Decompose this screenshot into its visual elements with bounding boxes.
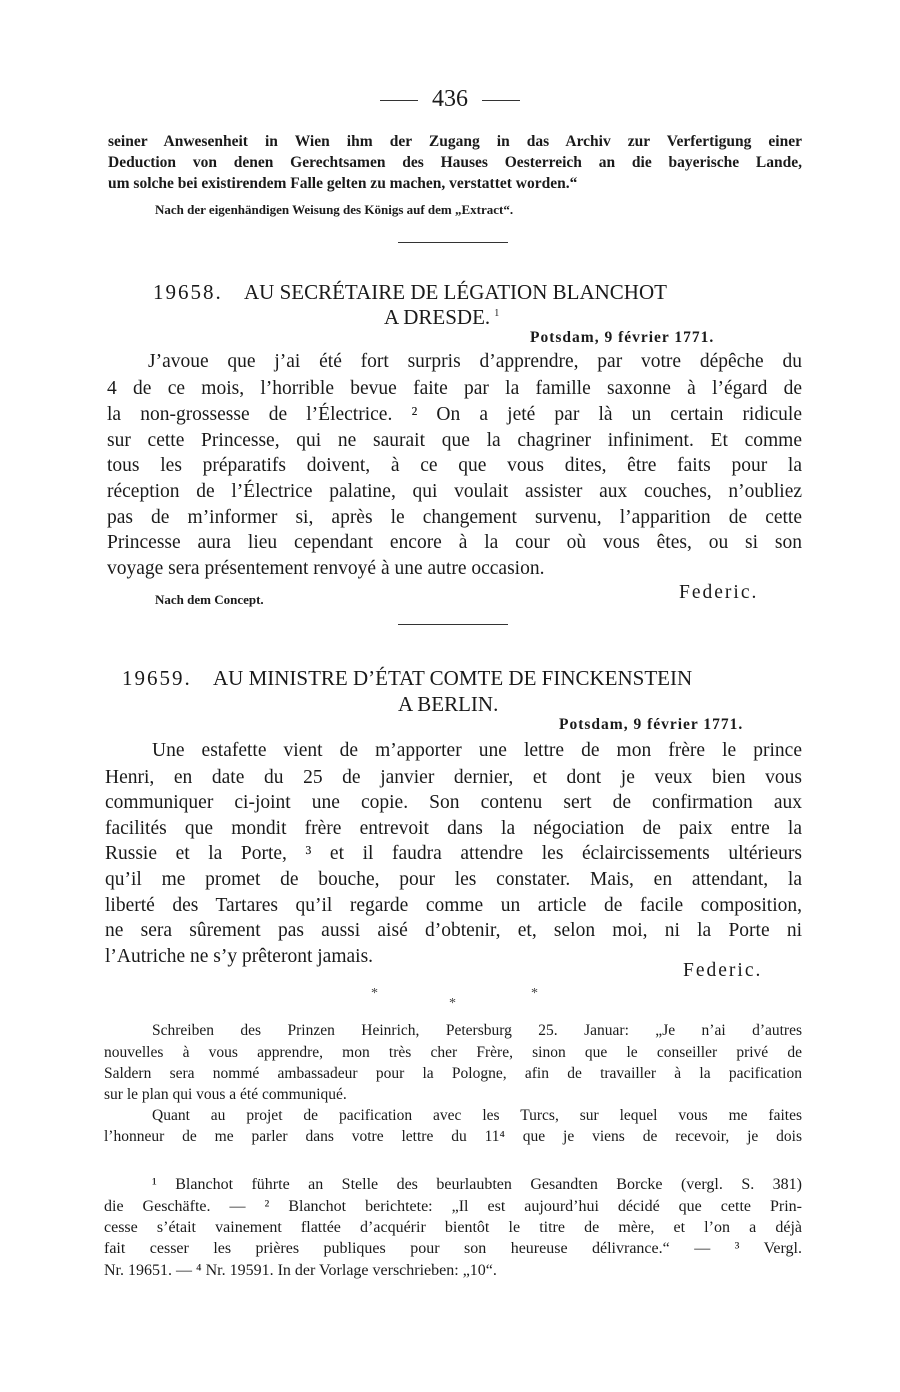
rule-left xyxy=(380,100,418,101)
letter-heading xyxy=(122,666,692,691)
letter-title: AU SECRÉTAIRE DE LÉGATION BLANCHOT xyxy=(244,280,667,304)
letter-destination: A DRESDE. xyxy=(384,305,491,329)
asterisk: * xyxy=(449,996,456,1011)
footnote-marker: 1 xyxy=(494,308,500,319)
letter-title-line2 xyxy=(384,305,499,330)
enclosure-line: Quant au projet de pacification avec les Turcs, sur lequel vous me faites xyxy=(152,1107,802,1124)
page-number-text: 436 xyxy=(432,86,468,112)
body-line: la non-grossesse de l’Électrice. ² On a jeté par là un certain ridicule xyxy=(107,404,802,425)
footnote-line: fait cesser les prières publiques pour son heureuse délivrance.“ — ³ Vergl. xyxy=(104,1240,802,1257)
body-line: Princesse aura lieu cependant encore à la cour où vous êtes, ou si son xyxy=(107,532,802,553)
body-line: pas de m’informer si, après le changement survenu, l’apparition de cette xyxy=(107,507,802,528)
footnote-line: ¹ Blanchot führte an Stelle des beurlaubten Gesandten Borcke (vergl. S. 381) xyxy=(152,1176,802,1193)
body-line: tous les préparatifs doivent, à ce que vous dites, être faits pour la xyxy=(107,455,802,476)
enclosure-line: Saldern sera nommé ambassadeur pour la Pologne, afin de travailler à la pacification xyxy=(104,1065,802,1082)
body-line: voyage sera présentement renvoyé à une autre occasion. xyxy=(107,558,545,579)
body-line: communiquer ci-joint une copie. Son contenu sert de confirmation aux xyxy=(105,792,802,813)
enclosure-line: nouvelles à vous apprendre, mon très cher Frère, sinon que le conseiller privé de xyxy=(104,1044,802,1061)
body-line: Une estafette vient de m’apporter une lettre de mon frère le prince xyxy=(152,740,802,761)
enclosure-line: sur le plan qui vous a été communiqué. xyxy=(104,1086,347,1103)
body-line: 4 de ce mois, l’horrible bevue faite par la famille saxonne à l’égard de xyxy=(107,378,802,399)
enclosure-line: Schreiben des Prinzen Heinrich, Petersburg 25. Januar: „Je n’ai d’autres xyxy=(152,1022,802,1039)
body-line: qu’il me promet de bouche, pour les constater. Mais, en attendant, la xyxy=(105,869,802,890)
page-number xyxy=(0,86,900,113)
rule-right xyxy=(482,100,520,101)
body-line: ne sera sûrement pas aussi aisé d’obtenir, et, selon moi, ni la Porte ni xyxy=(105,920,802,941)
body-line: liberté des Tartares qu’il regarde comme un article de facile composition, xyxy=(105,895,802,916)
letter-title: AU MINISTRE D’ÉTAT COMTE DE FINCKENSTEIN xyxy=(213,666,693,690)
intro-line: Deduction von denen Gerechtsamen des Hauses Oesterreich an die bayerische Lande, xyxy=(108,154,802,171)
body-line: facilités que mondit frère entrevoit dans la négociation de paix entre la xyxy=(105,818,802,839)
signature: Federic. xyxy=(683,960,763,981)
body-line: Henri, en date du 25 de janvier dernier, et dont je veux bien vous xyxy=(105,767,802,788)
letter-number: 19659. xyxy=(122,666,192,690)
intro-line: seiner Anwesenheit in Wien ihm der Zugang in das Archiv zur Verfertigung einer xyxy=(108,133,802,150)
letter-destination: A BERLIN. xyxy=(398,692,499,716)
asterisk: * xyxy=(531,986,538,1001)
signature: Federic. xyxy=(679,582,759,603)
section-divider xyxy=(398,242,508,243)
body-line: réception de l’Électrice palatine, qui voulait assister aux couches, n’oubliez xyxy=(107,481,802,502)
section-divider xyxy=(398,624,508,625)
asterisk: * xyxy=(371,986,378,1001)
enclosure-line: l’honneur de me parler dans votre lettre du 11⁴ que je viens de recevoir, je dois xyxy=(104,1128,802,1145)
place-date: Potsdam, 9 février 1771. xyxy=(530,329,715,346)
footnote-line: die Geschäfte. — ² Blanchot berichtete: „Il est aujourd’hui décidé que cette Prin- xyxy=(104,1198,802,1215)
source-note: Nach dem Concept. xyxy=(155,592,264,607)
body-line: l’Autriche ne s’y prêteront jamais. xyxy=(105,946,374,967)
place-date: Potsdam, 9 février 1771. xyxy=(559,716,744,733)
footnote-line: Nr. 19651. — ⁴ Nr. 19591. In der Vorlage verschrieben: „10“. xyxy=(104,1262,497,1279)
intro-note: Nach der eigenhändigen Weisung des Königs auf dem „Extract“. xyxy=(155,202,514,217)
footnote-line: cesse s’était vainement flattée d’acquérir bientôt le titre de mère, et l’on a déjà xyxy=(104,1219,802,1236)
intro-line: um solche bei existirendem Falle gelten zu machen, verstattet worden.“ xyxy=(108,175,578,192)
letter-heading xyxy=(153,280,667,305)
body-line: sur cette Princesse, qui ne saurait que la chagriner infiniment. Et comme xyxy=(107,430,802,451)
letter-number: 19658. xyxy=(153,280,223,304)
body-line: J’avoue que j’ai été fort surpris d’apprendre, par votre dépêche du xyxy=(148,351,802,372)
body-line: Russie et la Porte, ³ et il faudra attendre les éclaircissements ultérieurs xyxy=(105,843,802,864)
